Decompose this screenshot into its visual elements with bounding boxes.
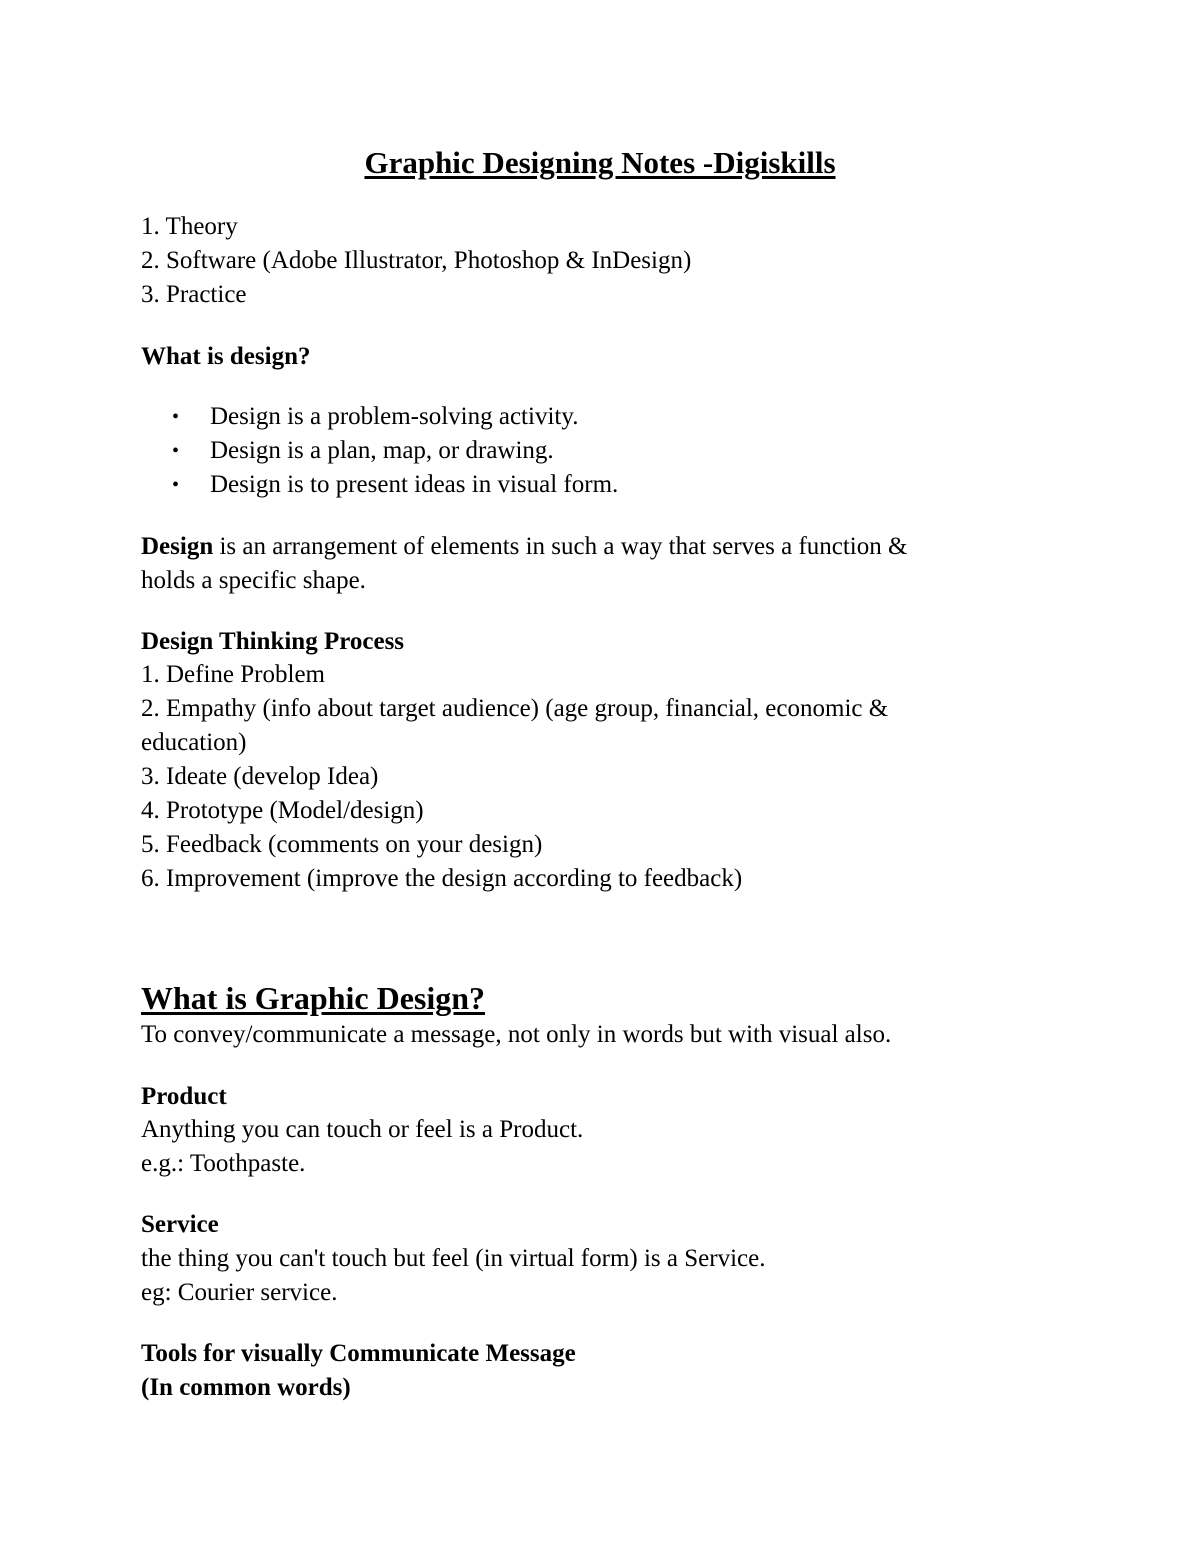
design-bullet-item	[172, 468, 618, 502]
thinking-process-step: 6. Improvement (improve the design according to feedback)	[141, 865, 743, 892]
bullet-icon: •	[172, 440, 180, 462]
bullet-text: Design is to present ideas in visual form.	[210, 471, 619, 498]
what-is-design-heading: What is design?	[141, 343, 311, 370]
design-definition-text: is an arrangement of elements in such a way that serves a function &	[213, 533, 908, 560]
thinking-process-step: 2. Empathy (info about target audience) (age group, financial, economic &	[141, 695, 889, 722]
graphic-design-text: To convey/communicate a message, not only in words but with visual also.	[141, 1021, 892, 1048]
design-definition-line: holds a specific shape.	[141, 567, 366, 594]
tools-heading: Tools for visually Communicate Message	[141, 1340, 576, 1367]
bullet-icon: •	[172, 406, 180, 428]
tools-subheading: (In common words)	[141, 1374, 351, 1401]
intro-list-item: 2. Software (Adobe Illustrator, Photoshop & InDesign)	[141, 247, 692, 274]
bullet-text: Design is a plan, map, or drawing.	[210, 437, 554, 464]
service-heading: Service	[141, 1211, 219, 1238]
thinking-process-step: 5. Feedback (comments on your design)	[141, 831, 543, 858]
thinking-process-step: 3. Ideate (develop Idea)	[141, 763, 379, 790]
thinking-process-step: education)	[141, 729, 247, 756]
bullet-text: Design is a problem-solving activity.	[210, 403, 579, 430]
intro-list-item: 3. Practice	[141, 281, 247, 308]
product-heading: Product	[141, 1083, 227, 1110]
graphic-design-heading: What is Graphic Design?	[141, 980, 486, 1016]
page-title: Graphic Designing Notes -Digiskills	[364, 145, 836, 180]
service-text: the thing you can't touch but feel (in virtual form) is a Service.	[141, 1245, 766, 1272]
thinking-process-step: 1. Define Problem	[141, 661, 325, 688]
thinking-process-step: 4. Prototype (Model/design)	[141, 797, 424, 824]
design-bullet-item	[172, 400, 578, 434]
service-example: eg: Courier service.	[141, 1279, 338, 1306]
design-term: Design	[141, 533, 214, 560]
product-example: e.g.: Toothpaste.	[141, 1150, 306, 1177]
product-text: Anything you can touch or feel is a Product.	[141, 1116, 584, 1143]
thinking-process-heading: Design Thinking Process	[141, 628, 405, 655]
intro-list-item: 1. Theory	[141, 213, 238, 240]
bullet-icon: •	[172, 474, 180, 496]
design-definition-line	[141, 530, 907, 564]
design-bullet-item	[172, 434, 554, 468]
